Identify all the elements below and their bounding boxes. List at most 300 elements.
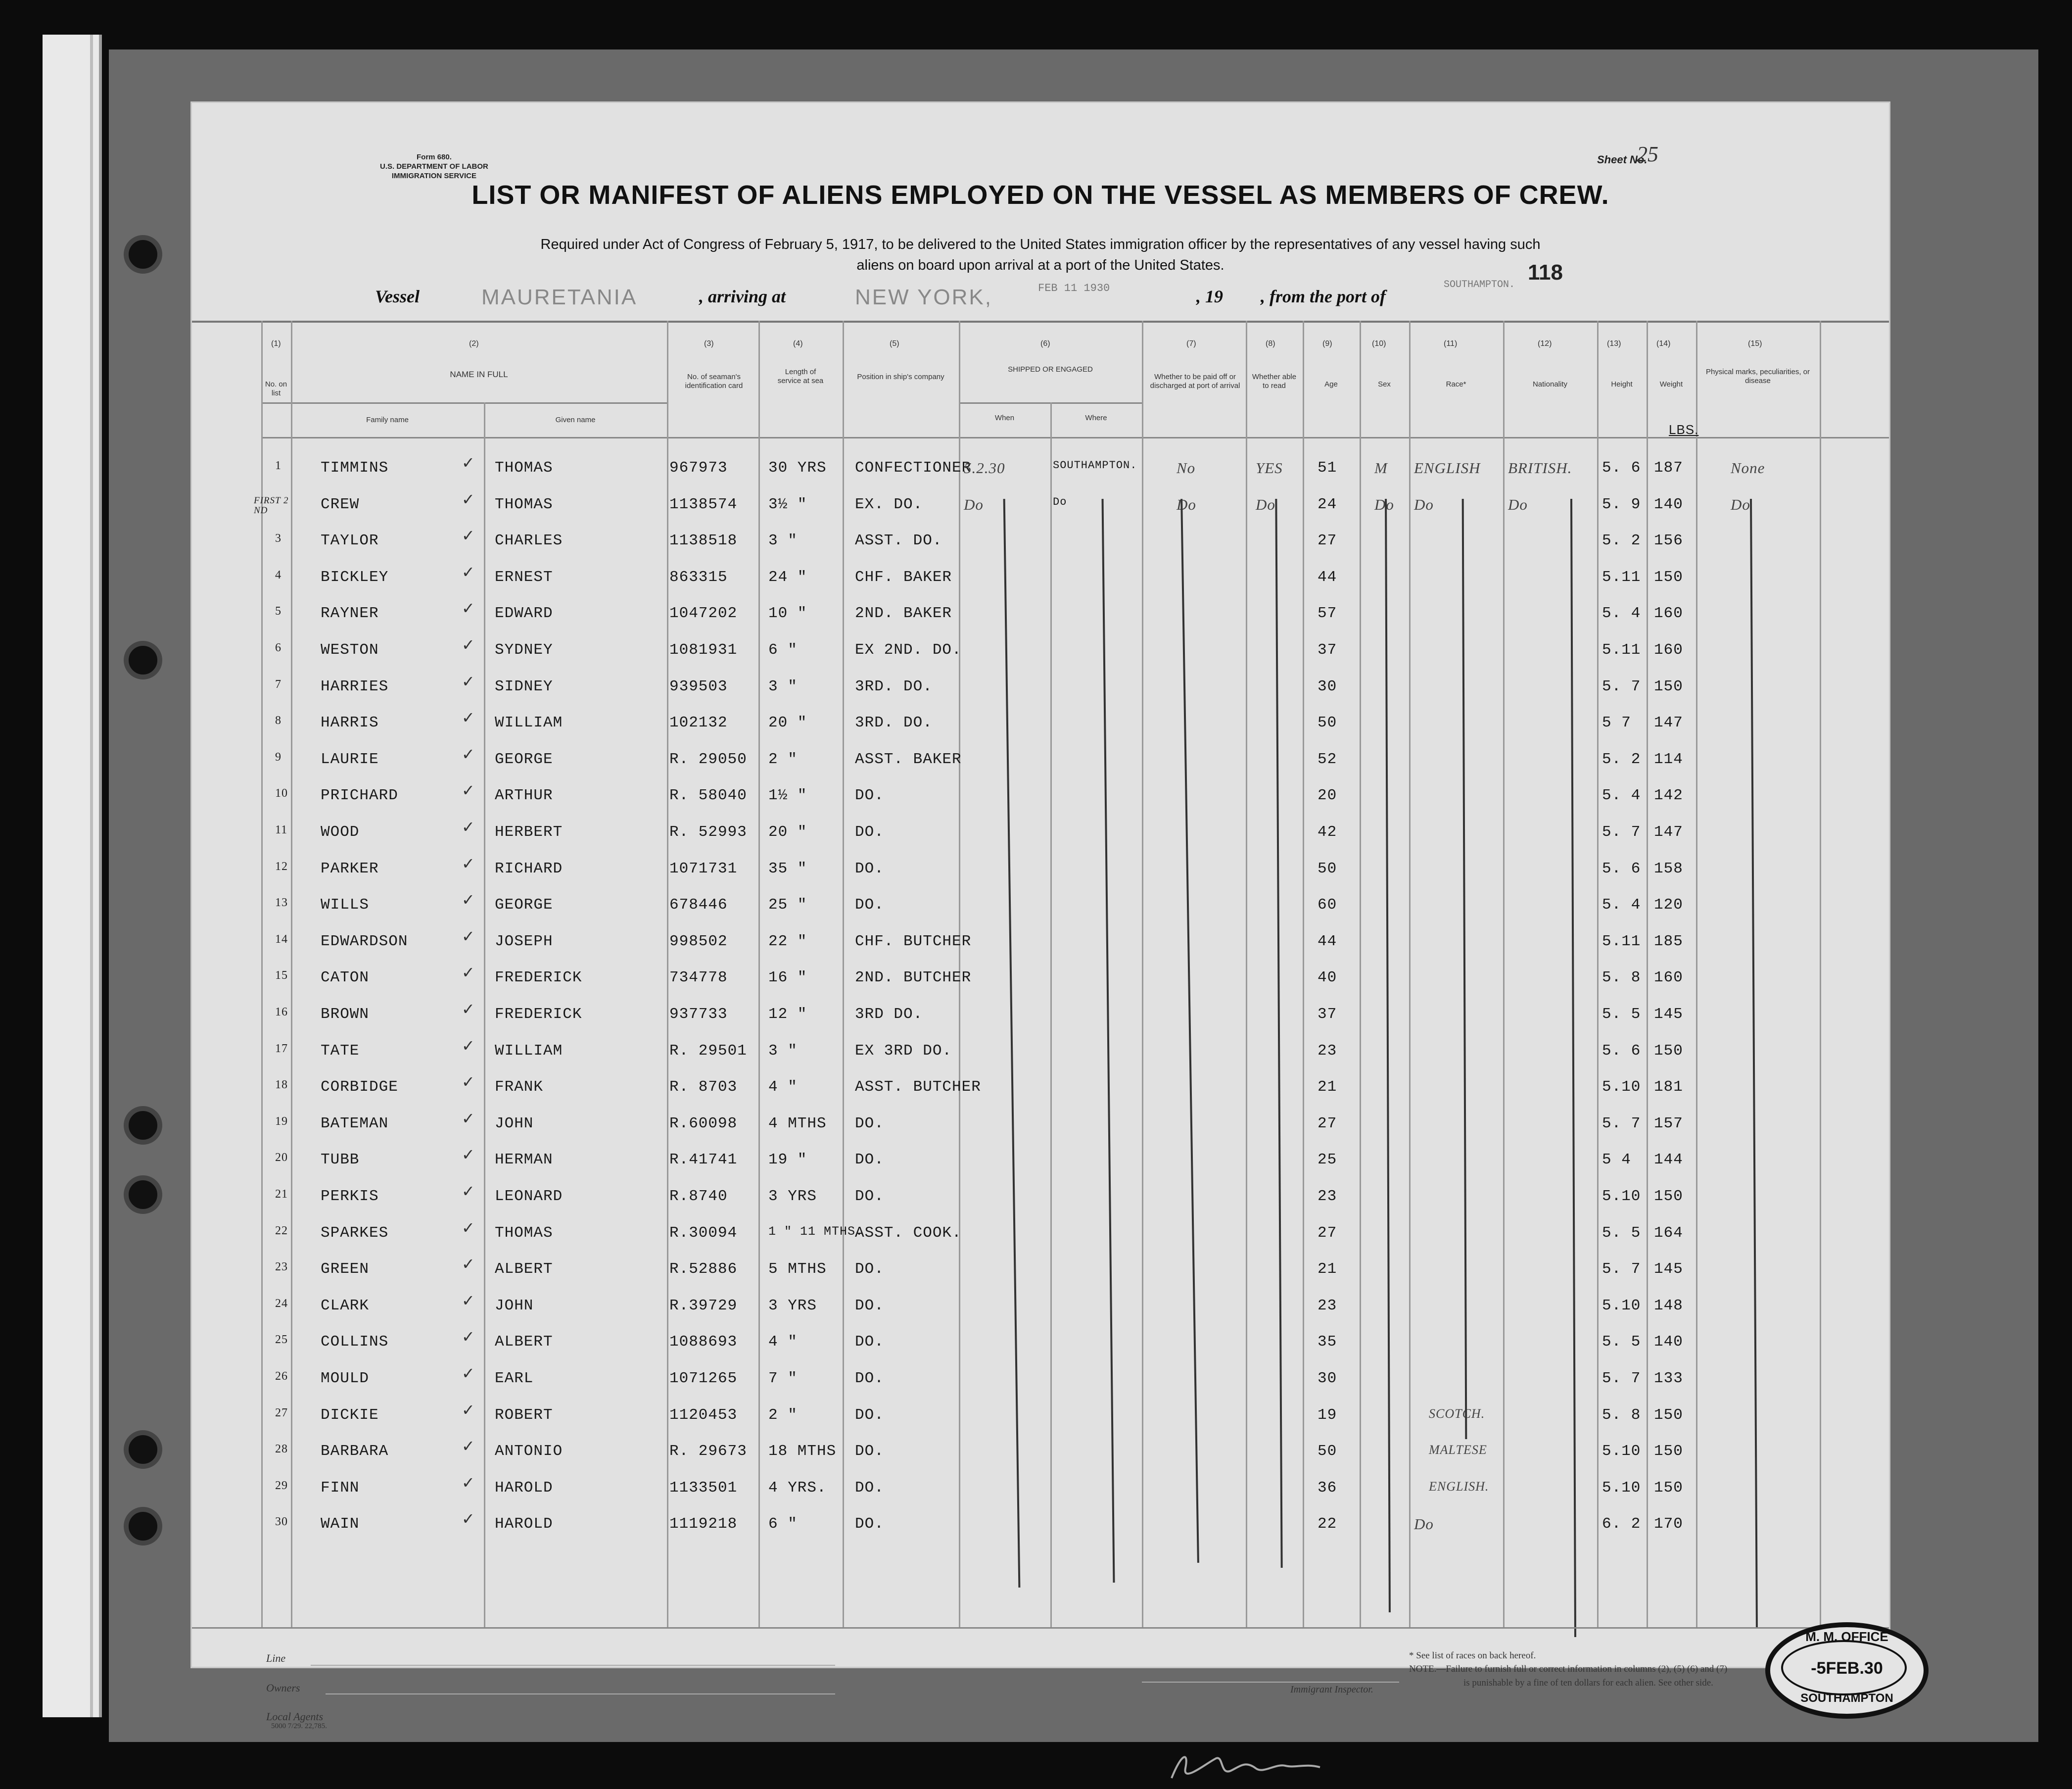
position: EX 3RD DO. xyxy=(855,1042,952,1060)
position: DO. xyxy=(855,1188,884,1205)
col-number-15: (15) xyxy=(1748,339,1762,348)
length-of-service: 6 " xyxy=(768,1515,798,1533)
header-paid-off: Whether to be paid off or discharged at port of arrival xyxy=(1150,373,1240,390)
id-card-number: 102132 xyxy=(669,714,728,732)
nationality: Do xyxy=(1508,495,1528,513)
given-name: HERBERT xyxy=(495,823,563,841)
age: 50 xyxy=(1318,714,1337,732)
id-card-number: 937733 xyxy=(669,1006,728,1023)
vessel-name: MAURETANIA xyxy=(481,285,638,309)
table-row xyxy=(192,1437,1889,1477)
family-name: LAURIE xyxy=(321,750,379,768)
height: 5. 7 xyxy=(1602,1114,1641,1132)
age: 19 xyxy=(1318,1406,1337,1424)
row-number: 28 xyxy=(275,1443,288,1456)
check-mark-icon: ✓ xyxy=(462,562,475,581)
check-mark-icon: ✓ xyxy=(462,1109,475,1128)
table-row xyxy=(192,635,1889,676)
family-name: DICKIE xyxy=(321,1406,379,1424)
row-number: 22 xyxy=(275,1224,288,1237)
position: EX 2ND. DO. xyxy=(855,641,962,659)
table-row xyxy=(192,1364,1889,1404)
inspector-signature xyxy=(1162,1748,1340,1788)
weight: 133 xyxy=(1654,1370,1683,1387)
col-number-2: (2) xyxy=(469,339,479,348)
check-mark-icon: ✓ xyxy=(462,635,475,654)
id-card-number: R. 29050 xyxy=(669,750,747,768)
position: DO. xyxy=(855,1406,884,1424)
age: 52 xyxy=(1318,750,1337,768)
check-mark-icon: ✓ xyxy=(462,1437,475,1456)
length-of-service: 22 " xyxy=(768,932,807,950)
age: 22 xyxy=(1318,1515,1337,1533)
table-row xyxy=(192,453,1889,494)
given-name: JOHN xyxy=(495,1297,534,1314)
table-row xyxy=(192,672,1889,713)
given-name: SIDNEY xyxy=(495,677,553,695)
check-mark-icon: ✓ xyxy=(462,489,475,509)
check-mark-icon: ✓ xyxy=(462,926,475,946)
length-of-service: 3 " xyxy=(768,677,798,695)
row-number: 27 xyxy=(275,1406,288,1419)
id-card-number: R. 58040 xyxy=(669,787,747,805)
weight: 114 xyxy=(1654,750,1683,768)
id-card-number: R. 52993 xyxy=(669,823,747,841)
requirement-line-2: aliens on board upon arrival at a port of the United States. xyxy=(856,257,1224,273)
weight-unit: LBS. xyxy=(1669,422,1699,437)
punch-hole xyxy=(124,1175,162,1214)
row-number: 15 xyxy=(275,969,288,982)
row-number: 14 xyxy=(275,932,288,946)
height: 6. 2 xyxy=(1602,1515,1641,1533)
weight: 157 xyxy=(1654,1114,1683,1132)
col-number-6: (6) xyxy=(1040,339,1050,348)
weight: 140 xyxy=(1654,495,1683,513)
weight: 145 xyxy=(1654,1260,1683,1278)
sex: Do xyxy=(1374,495,1394,513)
footer-note-1: NOTE.—Failure to furnish full or correct information in columns (2), (5) (6) and (7) xyxy=(1409,1664,1728,1674)
check-mark-icon: ✓ xyxy=(462,1000,475,1018)
paid-off: Do xyxy=(1177,495,1196,513)
header-family-name: Family name xyxy=(366,416,409,424)
family-name: WILLS xyxy=(321,896,370,914)
header-id-card: No. of seaman's identification card xyxy=(685,373,743,390)
family-name: BICKLEY xyxy=(321,568,389,586)
check-mark-icon: ✓ xyxy=(462,1364,475,1383)
table-row xyxy=(192,890,1889,931)
position: DO. xyxy=(855,823,884,841)
position: DO. xyxy=(855,1151,884,1169)
family-name: CREW xyxy=(321,495,360,513)
weight: 164 xyxy=(1654,1224,1683,1242)
height: 5.10 xyxy=(1602,1479,1641,1497)
row-number: 30 xyxy=(275,1515,288,1529)
length-of-service: 2 " xyxy=(768,750,798,768)
length-of-service: 3 YRS xyxy=(768,1297,817,1314)
header-length-service: Length of service at sea xyxy=(777,368,824,385)
check-mark-icon: ✓ xyxy=(462,963,475,982)
row-number: 12 xyxy=(275,860,288,873)
form-meta xyxy=(380,152,488,181)
check-mark-icon: ✓ xyxy=(462,1072,475,1092)
family-name: PERKIS xyxy=(321,1188,379,1205)
given-name: ERNEST xyxy=(495,568,553,586)
id-card-number: 1071265 xyxy=(669,1370,738,1387)
length-of-service: 12 " xyxy=(768,1006,807,1023)
age: 37 xyxy=(1318,641,1337,659)
weight: 158 xyxy=(1654,860,1683,877)
given-name: GEORGE xyxy=(495,896,553,914)
position: CHF. BAKER xyxy=(855,568,952,586)
check-mark-icon: ✓ xyxy=(462,708,475,727)
check-mark-icon: ✓ xyxy=(462,890,475,910)
height: 5 4 xyxy=(1602,1151,1631,1169)
given-name: ROBERT xyxy=(495,1406,553,1424)
length-of-service: 5 MTHS xyxy=(768,1260,827,1278)
weight: 160 xyxy=(1654,605,1683,623)
check-mark-icon: ✓ xyxy=(462,1400,475,1419)
age: 30 xyxy=(1318,1370,1337,1387)
given-name: FREDERICK xyxy=(495,969,582,987)
length-of-service: 10 " xyxy=(768,605,807,623)
id-card-number: 967973 xyxy=(669,459,728,477)
position: ASST. COOK. xyxy=(855,1224,962,1242)
shipped-when: 5.2.30 xyxy=(964,459,1005,477)
department: U.S. DEPARTMENT OF LABOR xyxy=(380,162,488,171)
length-of-service: 2 " xyxy=(768,1406,798,1424)
header-shipped: SHIPPED OR ENGAGED xyxy=(1008,365,1093,374)
weight: 150 xyxy=(1654,1188,1683,1205)
age: 44 xyxy=(1318,932,1337,950)
height: 5. 8 xyxy=(1602,1406,1641,1424)
age: 35 xyxy=(1318,1333,1337,1351)
table-row xyxy=(192,926,1889,967)
row-number: 4 xyxy=(275,568,282,581)
owners-underline xyxy=(326,1693,835,1694)
position: DO. xyxy=(855,787,884,805)
given-name: FRANK xyxy=(495,1078,544,1096)
given-name: EARL xyxy=(495,1370,534,1387)
family-name: BROWN xyxy=(321,1006,370,1023)
col-number-10: (10) xyxy=(1372,339,1386,348)
header-race: Race* xyxy=(1446,380,1466,388)
header-given-name: Given name xyxy=(555,416,596,424)
given-name: WILLIAM xyxy=(495,1042,563,1060)
family-name: PARKER xyxy=(321,860,379,877)
height: 5.10 xyxy=(1602,1078,1641,1096)
position: CHF. BUTCHER xyxy=(855,932,972,950)
position: EX. DO. xyxy=(855,495,923,513)
col-number-9: (9) xyxy=(1322,339,1332,348)
race: Do xyxy=(1414,1515,1434,1533)
punch-hole xyxy=(124,1507,162,1546)
weight: 156 xyxy=(1654,532,1683,550)
table-row xyxy=(192,526,1889,567)
table-row xyxy=(192,562,1889,603)
sheet-number: 25 xyxy=(1637,142,1658,166)
check-mark-icon: ✓ xyxy=(462,1327,475,1347)
check-mark-icon: ✓ xyxy=(462,854,475,873)
table-row xyxy=(192,1182,1889,1222)
check-mark-icon: ✓ xyxy=(462,1291,475,1310)
position: 3RD. DO. xyxy=(855,714,933,732)
year-label: , 19 xyxy=(1196,287,1223,306)
family-name: PRICHARD xyxy=(321,787,398,805)
height: 5.11 xyxy=(1602,641,1641,659)
length-of-service: 4 " xyxy=(768,1078,798,1096)
family-name: MOULD xyxy=(321,1370,370,1387)
family-name: SPARKES xyxy=(321,1224,389,1242)
stamp-date: -5FEB.30 xyxy=(1811,1659,1883,1678)
given-name: HERMAN xyxy=(495,1151,553,1169)
col-number-1: (1) xyxy=(271,339,281,348)
family-name: BARBARA xyxy=(321,1443,389,1460)
id-card-number: R. 8703 xyxy=(669,1078,738,1096)
check-mark-icon: ✓ xyxy=(462,672,475,691)
header-name-in-full: NAME IN FULL xyxy=(450,370,508,379)
id-card-number: 1071731 xyxy=(669,860,738,877)
position: ASST. BUTCHER xyxy=(855,1078,981,1096)
height: 5. 5 xyxy=(1602,1006,1641,1023)
height: 5. 6 xyxy=(1602,1042,1641,1060)
shipped-where: Do xyxy=(1053,495,1067,508)
check-mark-icon: ✓ xyxy=(462,1145,475,1164)
given-name: ANTONIO xyxy=(495,1443,563,1460)
id-card-number: 1088693 xyxy=(669,1333,738,1351)
requirement-text xyxy=(291,234,1790,276)
table-row xyxy=(192,599,1889,639)
height: 5.10 xyxy=(1602,1188,1641,1205)
height: 5. 4 xyxy=(1602,605,1641,623)
length-of-service: 3 YRS xyxy=(768,1188,817,1205)
family-name: COLLINS xyxy=(321,1333,389,1351)
header-weight: Weight xyxy=(1659,380,1683,388)
col-number-8: (8) xyxy=(1266,339,1275,348)
position: ASST. BAKER xyxy=(855,750,962,768)
vessel-label: Vessel xyxy=(375,287,420,306)
height: 5 7 xyxy=(1602,714,1631,732)
stamp-bottom-text: SOUTHAMPTON xyxy=(1800,1692,1893,1705)
length-of-service: 19 " xyxy=(768,1151,807,1169)
table-row xyxy=(192,1473,1889,1514)
length-of-service: 20 " xyxy=(768,714,807,732)
given-name: HAROLD xyxy=(495,1479,553,1497)
position: DO. xyxy=(855,1114,884,1132)
given-name: EDWARD xyxy=(495,605,553,623)
position: 2ND. BAKER xyxy=(855,605,952,623)
weight: 160 xyxy=(1654,969,1683,987)
race: MALTESE xyxy=(1429,1443,1487,1457)
punch-hole xyxy=(124,235,162,274)
id-card-number: 1138574 xyxy=(669,495,738,513)
id-card-number: 1138518 xyxy=(669,532,738,550)
length-of-service: 3 " xyxy=(768,1042,798,1060)
height: 5. 8 xyxy=(1602,969,1641,987)
family-name: WOOD xyxy=(321,823,360,841)
inspector-underline xyxy=(1142,1682,1399,1683)
weight: 187 xyxy=(1654,459,1683,477)
id-card-number: 734778 xyxy=(669,969,728,987)
race: Do xyxy=(1414,495,1434,513)
service: IMMIGRATION SERVICE xyxy=(391,172,476,180)
physical-marks: Do xyxy=(1731,495,1750,513)
height: 5. 7 xyxy=(1602,1370,1641,1387)
family-name: TIMMINS xyxy=(321,459,389,477)
height: 5. 2 xyxy=(1602,750,1641,768)
table-row xyxy=(192,854,1889,895)
age: 42 xyxy=(1318,823,1337,841)
position: 3RD DO. xyxy=(855,1006,923,1023)
length-of-service: 30 YRS xyxy=(768,459,827,477)
height: 5. 7 xyxy=(1602,677,1641,695)
weight: 150 xyxy=(1654,1479,1683,1497)
table-row xyxy=(192,1000,1889,1040)
table-row xyxy=(192,1145,1889,1186)
given-name: THOMAS xyxy=(495,459,553,477)
family-name: FINN xyxy=(321,1479,360,1497)
table-row xyxy=(192,708,1889,749)
length-of-service: 16 " xyxy=(768,969,807,987)
header-nationality: Nationality xyxy=(1532,380,1568,388)
family-name: HARRIES xyxy=(321,677,389,695)
given-name: GEORGE xyxy=(495,750,553,768)
stamp-top-text: M. M. OFFICE xyxy=(1805,1629,1888,1644)
weight: 170 xyxy=(1654,1515,1683,1533)
row-number: 17 xyxy=(275,1042,288,1055)
row-number: 23 xyxy=(275,1260,288,1274)
table-row xyxy=(192,1509,1889,1550)
file-number: 118 xyxy=(1528,260,1563,285)
col-number-11: (11) xyxy=(1444,339,1458,348)
age: 60 xyxy=(1318,896,1337,914)
family-name: EDWARDSON xyxy=(321,932,408,950)
height: 5. 5 xyxy=(1602,1333,1641,1351)
id-card-number: 998502 xyxy=(669,932,728,950)
family-name: TATE xyxy=(321,1042,360,1060)
footer-agents: Local Agents xyxy=(266,1710,324,1723)
row-number: FIRST 2 ND xyxy=(254,495,289,516)
manifest-sheet xyxy=(190,101,1893,1730)
age: 27 xyxy=(1318,1114,1337,1132)
age: 27 xyxy=(1318,1224,1337,1242)
race: SCOTCH. xyxy=(1429,1406,1485,1421)
weight: 147 xyxy=(1654,714,1683,732)
length-of-service: 25 " xyxy=(768,896,807,914)
age: 27 xyxy=(1318,532,1337,550)
header-when: When xyxy=(994,414,1015,422)
position: DO. xyxy=(855,1333,884,1351)
length-of-service: 7 " xyxy=(768,1370,798,1387)
table-row xyxy=(192,1072,1889,1113)
position: DO. xyxy=(855,1370,884,1387)
row-number: 1 xyxy=(275,459,282,472)
position: DO. xyxy=(855,1479,884,1497)
header-no-on-list: No. on list xyxy=(265,380,287,397)
col-number-3: (3) xyxy=(704,339,714,348)
weight: 150 xyxy=(1654,1443,1683,1460)
check-mark-icon: ✓ xyxy=(462,1509,475,1529)
header-physical: Physical marks, peculiarities, or disease xyxy=(1705,368,1810,385)
header-age: Age xyxy=(1324,380,1338,388)
length-of-service: 6 " xyxy=(768,641,798,659)
given-name: JOHN xyxy=(495,1114,534,1132)
table-row xyxy=(192,1109,1889,1150)
id-card-number: 1081931 xyxy=(669,641,738,659)
row-number: 20 xyxy=(275,1151,288,1164)
position: DO. xyxy=(855,1443,884,1460)
age: 44 xyxy=(1318,568,1337,586)
col-number-12: (12) xyxy=(1538,339,1552,348)
given-name: WILLIAM xyxy=(495,714,563,732)
id-card-number: 678446 xyxy=(669,896,728,914)
age: 37 xyxy=(1318,1006,1337,1023)
row-number: 16 xyxy=(275,1006,288,1018)
weight: 160 xyxy=(1654,641,1683,659)
race: ENGLISH xyxy=(1414,459,1481,477)
weight: 144 xyxy=(1654,1151,1683,1169)
given-name: JOSEPH xyxy=(495,932,553,950)
position: DO. xyxy=(855,896,884,914)
table-row xyxy=(192,963,1889,1004)
table-row xyxy=(192,1400,1889,1441)
height: 5.10 xyxy=(1602,1443,1641,1460)
position: ASST. DO. xyxy=(855,532,942,550)
row-number: 3 xyxy=(275,532,282,545)
header-height: Height xyxy=(1611,380,1633,388)
header-able-read: Whether able to read xyxy=(1252,373,1297,390)
family-name: RAYNER xyxy=(321,605,379,623)
id-card-number: R.8740 xyxy=(669,1188,728,1205)
age: 51 xyxy=(1318,459,1337,477)
row-number: 25 xyxy=(275,1333,288,1347)
id-card-number: R.39729 xyxy=(669,1297,738,1314)
age: 21 xyxy=(1318,1078,1337,1096)
row-number: 29 xyxy=(275,1479,288,1492)
length-of-service: 18 MTHS xyxy=(768,1443,837,1460)
line-underline xyxy=(311,1665,835,1666)
weight: 150 xyxy=(1654,677,1683,695)
weight: 140 xyxy=(1654,1333,1683,1351)
id-card-number: 1047202 xyxy=(669,605,738,623)
row-number: 24 xyxy=(275,1297,288,1310)
position: 2ND. BUTCHER xyxy=(855,969,972,987)
height: 5. 4 xyxy=(1602,896,1641,914)
check-mark-icon: ✓ xyxy=(462,1182,475,1201)
id-card-number: 1119218 xyxy=(669,1515,738,1533)
given-name: CHARLES xyxy=(495,532,563,550)
footer-rule xyxy=(192,1627,1889,1629)
age: 23 xyxy=(1318,1042,1337,1060)
physical-marks: None xyxy=(1731,459,1765,477)
length-of-service: 20 " xyxy=(768,823,807,841)
family-name: HARRIS xyxy=(321,714,379,732)
shipped-where: SOUTHAMPTON. xyxy=(1053,459,1137,472)
header-sex: Sex xyxy=(1378,380,1391,388)
height: 5.11 xyxy=(1602,932,1641,950)
check-mark-icon: ✓ xyxy=(462,818,475,836)
weight: 150 xyxy=(1654,568,1683,586)
age: 57 xyxy=(1318,605,1337,623)
weight: 145 xyxy=(1654,1006,1683,1023)
position: DO. xyxy=(855,860,884,877)
check-mark-icon: ✓ xyxy=(462,1218,475,1237)
id-card-number: R.52886 xyxy=(669,1260,738,1278)
header-where: Where xyxy=(1085,414,1107,422)
print-code: 5000 7/29. 22,785. xyxy=(271,1722,327,1730)
header-top-rule xyxy=(192,321,1889,323)
binder-edge xyxy=(90,35,93,1717)
page-title: LIST OR MANIFEST OF ALIENS EMPLOYED ON THE VESSEL AS MEMBERS OF CREW. xyxy=(471,180,1609,210)
